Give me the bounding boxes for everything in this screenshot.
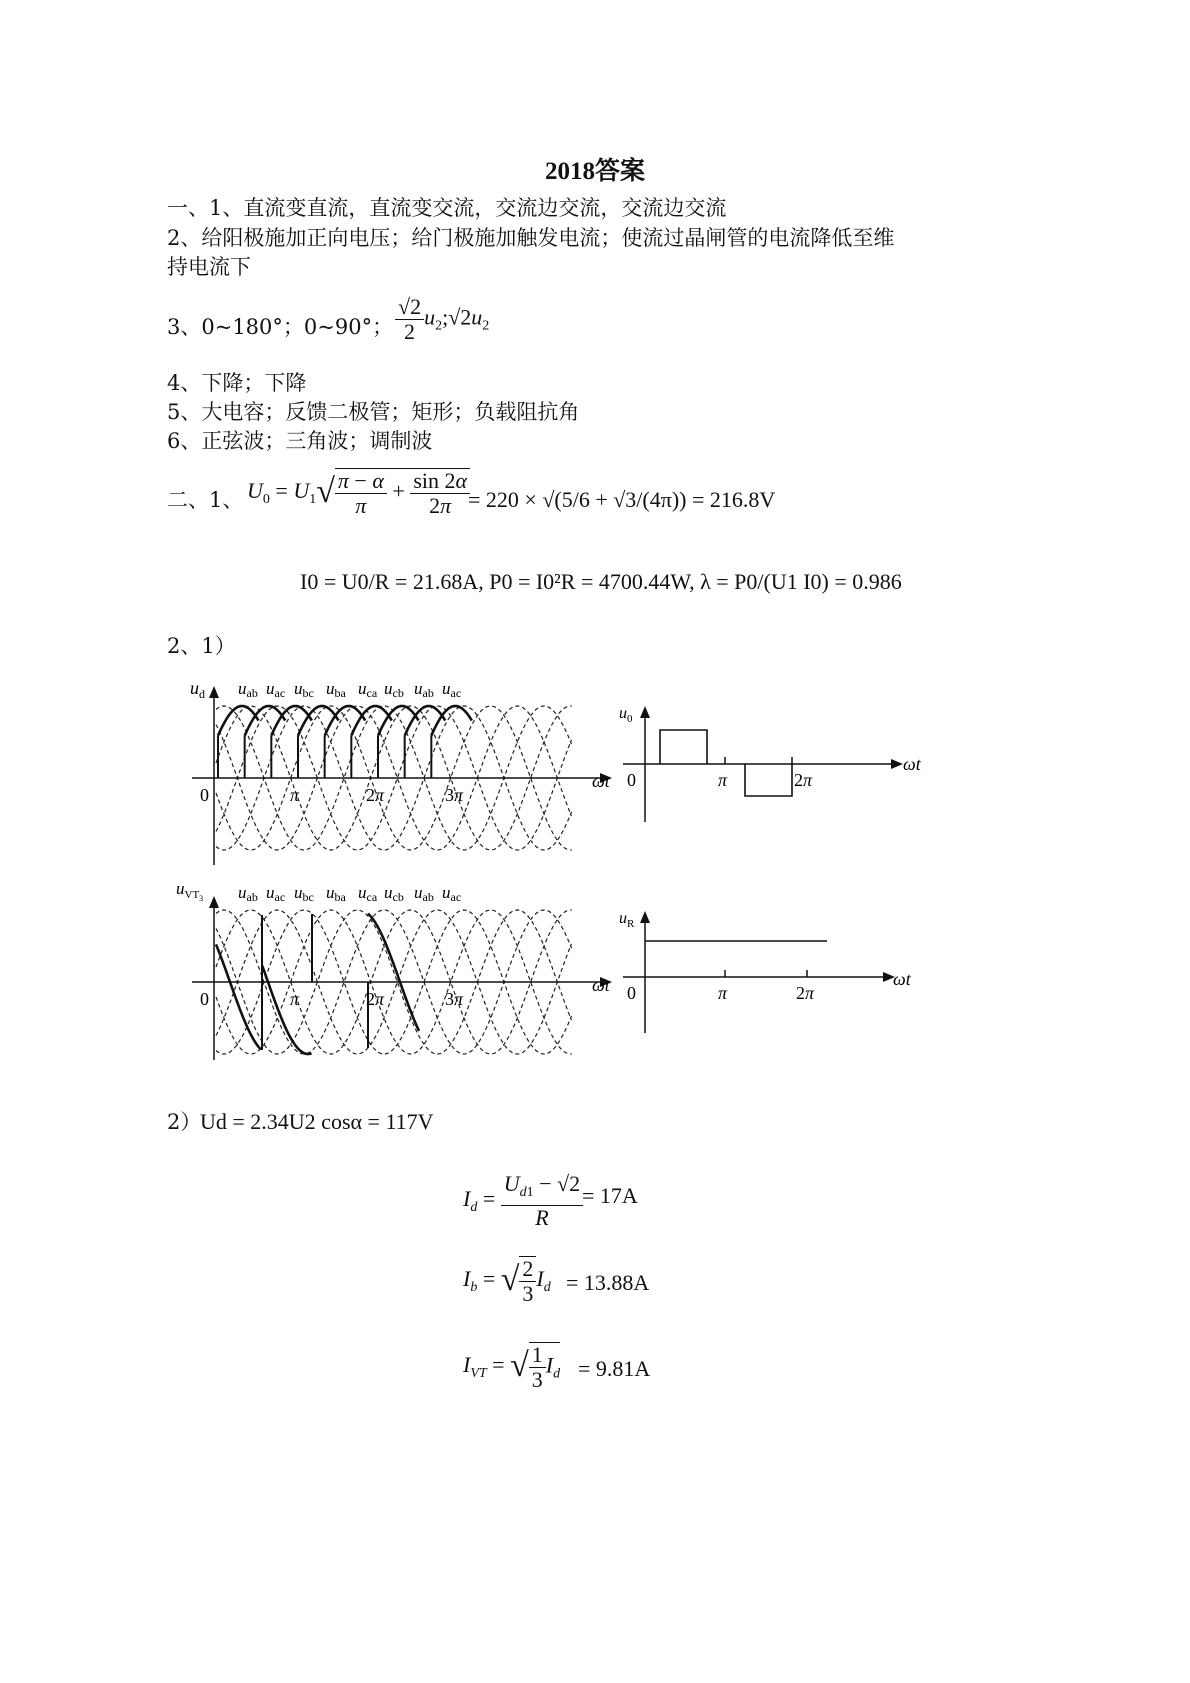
uvt3-waveform-figure: [170, 880, 630, 1080]
ur-waveform-figure: [615, 905, 935, 1040]
id-result: = 17A: [582, 1183, 638, 1208]
svg-text:2π: 2π: [794, 770, 813, 790]
answer-2-1-result: = 220 × √(5/6 + √3/(4π)) = 216.8V: [468, 487, 776, 512]
phase-label: uba: [326, 883, 346, 904]
phase-label: uab: [238, 679, 258, 700]
tick-pi: π: [290, 785, 300, 805]
answer-1-2-line1: 2、给阳极施加正向电压；给门极施加触发电流；使流过晶闸管的电流降低至维: [167, 226, 895, 250]
u0-waveform-figure: [615, 700, 935, 830]
u0-positive-pulse: [660, 730, 707, 764]
axis-wt-label: ωt: [592, 771, 610, 791]
tick-3pi: 3π: [445, 785, 464, 805]
answer-2-1-label: 二、1、: [167, 488, 244, 512]
svg-text:ωt: ωt: [903, 754, 921, 774]
svg-text:π: π: [290, 989, 300, 1009]
phase-label: uba: [326, 679, 346, 700]
uvt3-segment: [262, 965, 312, 1054]
origin-label: 0: [200, 785, 209, 805]
ud-equation: Ud = 2.34U2 cosα = 117V: [200, 1109, 434, 1134]
ivt-result: = 9.81A: [578, 1356, 651, 1381]
svg-text:π: π: [718, 983, 728, 1003]
svg-text:0: 0: [627, 983, 636, 1003]
phase-label: uac: [266, 679, 286, 700]
answer-1-1: 一、1、直流变直流，直流变交流，交流边交流，交流边交流: [167, 196, 727, 220]
phase-label: ubc: [294, 679, 314, 700]
svg-text:ωt: ωt: [893, 969, 911, 989]
phase-label: uac: [442, 883, 462, 904]
answer-1-2-line2: 持电流下: [167, 255, 251, 279]
answer-2-1-formula: $U_0 = U_1√$ $\frac{\pi - \alpha}{\pi}$ + $\frac{\sin 2\alpha}{2\pi}$: [247, 468, 470, 518]
phase-label: ucb: [384, 679, 404, 700]
answer-1-3-formula: $\frac{√2}{2}$ $u_2;√2u_2$: [395, 295, 489, 344]
answer-2-2-2-label: 2）: [167, 1110, 202, 1134]
answer-1-3: 3、0~180°；0~90°；: [167, 315, 394, 339]
tick-2pi: 2π: [366, 785, 385, 805]
ylabel-u0: $u_0$: [619, 705, 633, 725]
answer-2-1-power-eq: I0 = U0/R = 21.68A, P0 = I0²R = 4700.44W, λ = P0/(U1 I0) = 0.986: [300, 569, 902, 594]
phase-label: ucb: [384, 883, 404, 904]
phase-label: uca: [358, 883, 378, 904]
ivt-formula: $I_{VT}$ = √ $\frac{1}{3}$ $I_d$: [463, 1342, 561, 1392]
phase-label: ubc: [294, 883, 314, 904]
y-axis-arrow: [209, 686, 219, 698]
phase-label: uca: [358, 679, 378, 700]
svg-text:ωt: ωt: [592, 975, 610, 995]
uvt3-segment: [216, 944, 261, 1049]
svg-text:2π: 2π: [796, 983, 815, 1003]
page-title: 2018答案: [544, 158, 645, 185]
answer-1-4: 4、下降；下降: [167, 371, 307, 395]
answer-2-2-label: 2、1）: [167, 634, 236, 658]
ylabel-ud: $u_d$: [190, 678, 205, 701]
phase-label: uab: [238, 883, 258, 904]
ud-waveform-figure: [170, 670, 630, 870]
svg-text:3π: 3π: [445, 989, 464, 1009]
phase-label: uac: [442, 679, 462, 700]
ylabel-ur: $u_R$: [619, 910, 635, 930]
svg-text:0: 0: [627, 770, 636, 790]
answer-1-6: 6、正弦波；三角波；调制波: [167, 429, 433, 453]
svg-text:2π: 2π: [366, 989, 385, 1009]
ib-result: = 13.88A: [566, 1270, 650, 1295]
answer-1-5: 5、大电容；反馈二极管；矩形；负载阻抗角: [167, 400, 580, 424]
svg-text:0: 0: [200, 989, 209, 1009]
u0-negative-pulse: [745, 764, 792, 796]
phase-label: uab: [414, 679, 434, 700]
phase-label: uac: [266, 883, 286, 904]
id-formula: $I_d$ = $\frac{U_{d1} - √2}{R}$: [463, 1172, 583, 1230]
phase-label: uab: [414, 883, 434, 904]
ib-formula: $I_b$ = √ $\frac{2}{3}$ $I_d$: [463, 1256, 551, 1306]
ylabel-uvt3: $u_{VT}3$: [176, 880, 204, 903]
svg-text:π: π: [718, 770, 728, 790]
